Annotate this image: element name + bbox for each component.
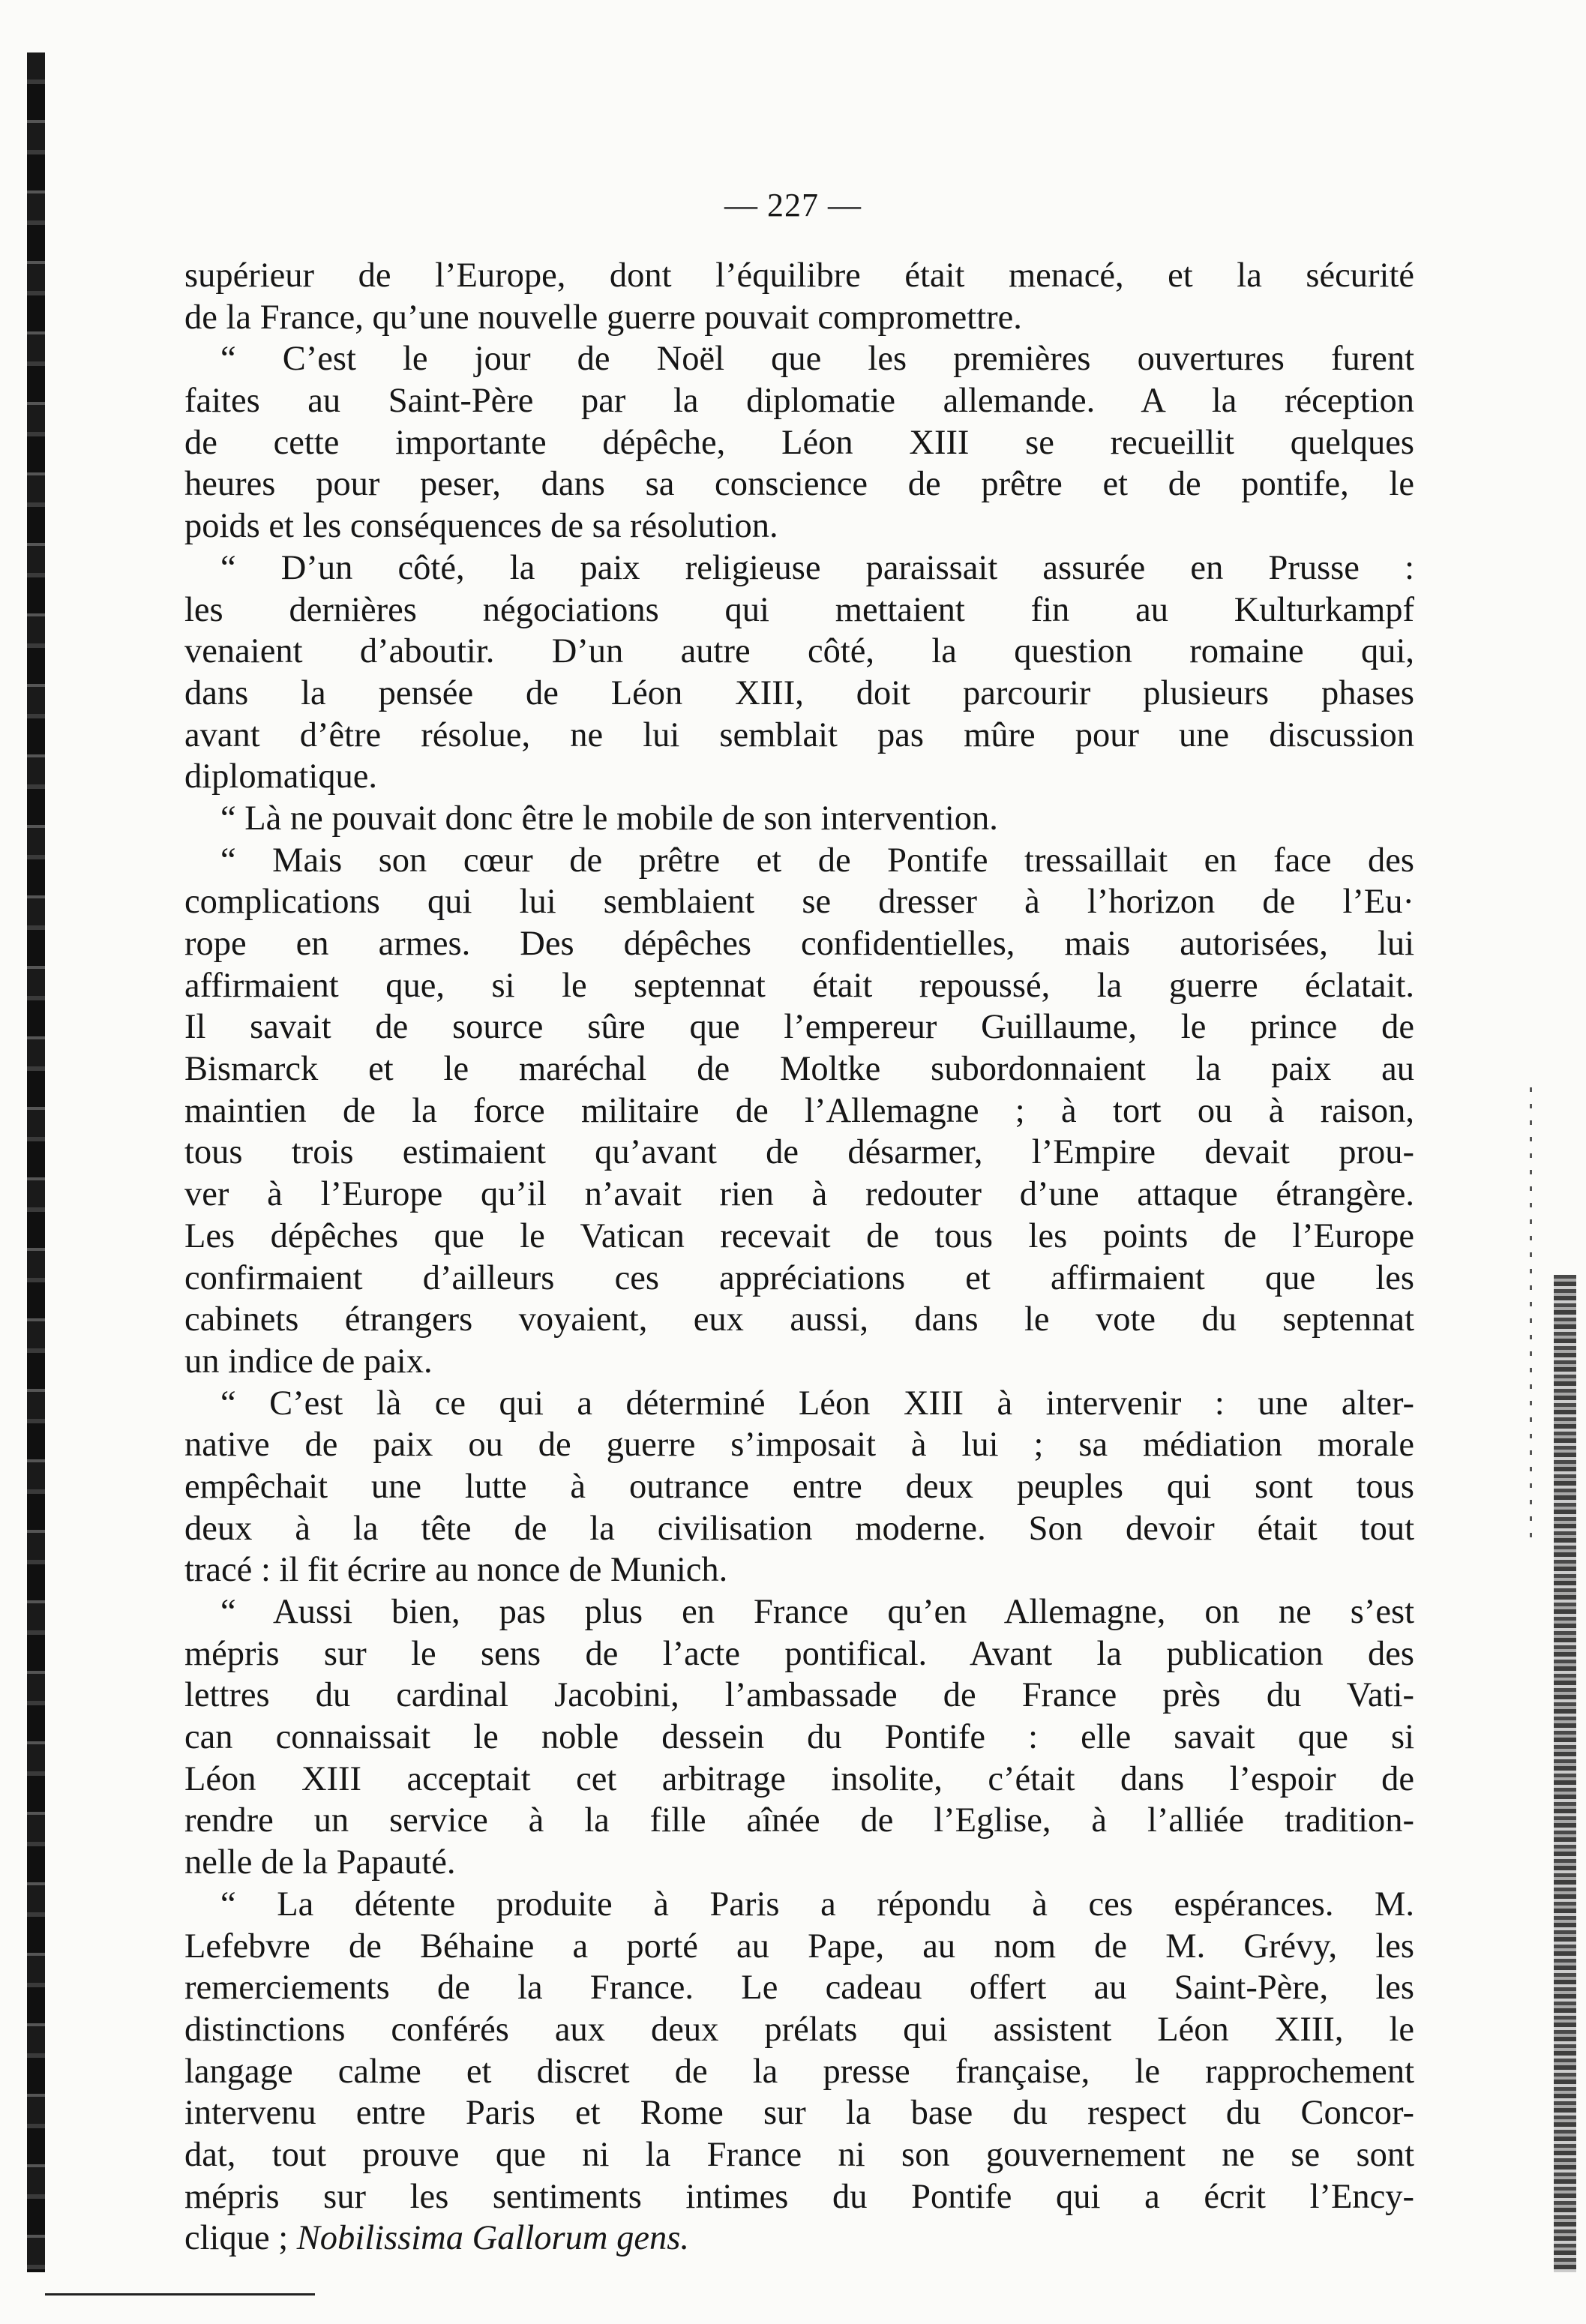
text-line — [184, 965, 1414, 1007]
text-line-content: heures pour peser, dans sa conscience de prêtre et de pontife, le — [184, 465, 1414, 504]
text-line — [184, 1299, 1414, 1341]
text-line-content: nelle de la Papauté. — [184, 1843, 456, 1882]
text-line-content: distinctions conférés aux deux prélats qui assistent Léon XIII, le — [184, 2010, 1414, 2049]
text-line-content: poids et les conséquences de sa résolution. — [184, 507, 778, 546]
text-line — [184, 1926, 1414, 1968]
text-line-content: “ Là ne pouvait donc être le mobile de son intervention. — [220, 799, 998, 838]
text-line — [184, 1424, 1414, 1466]
text-line-content: “ D’un côté, la paix religieuse paraissait assurée en Prusse : — [220, 548, 1414, 587]
text-line-content: Les dépêches que le Vatican recevait de tous les points de l’Europe — [184, 1216, 1414, 1255]
text-line — [184, 715, 1414, 757]
scan-noise-dots — [1530, 1087, 1532, 1537]
text-line — [184, 1633, 1414, 1675]
text-line-content: rendre un service à la fille aînée de l’Eglise, à l’alliée tradition- — [184, 1801, 1414, 1840]
text-line — [184, 338, 1414, 380]
text-line — [184, 380, 1414, 422]
text-line — [184, 1466, 1414, 1508]
text-line — [184, 1174, 1414, 1216]
text-line-content: rope en armes. Des dépêches confidentielles, mais autorisées, lui — [184, 925, 1414, 963]
text-line-content: faites au Saint-Père par la diplomatie allemande. A la réception — [184, 382, 1414, 421]
text-line-content: “ C’est le jour de Noël que les premières ouvertures furent — [220, 340, 1414, 379]
text-line — [184, 1341, 1414, 1383]
text-line-content: mépris sur le sens de l’acte pontifical. Avant la publication des — [184, 1634, 1414, 1673]
text-line-content: tous trois estimaient qu’avant de désarmer, l’Empire devait prou- — [184, 1133, 1414, 1172]
text-line-content: remerciements de la France. Le cadeau offert au Saint-Père, les — [184, 1969, 1414, 2008]
text-line-content: Il savait de source sûre que l’empereur Guillaume, le prince de — [184, 1008, 1414, 1047]
text-line — [184, 2134, 1414, 2176]
text-line-content: un indice de paix. — [184, 1342, 433, 1381]
text-line — [184, 881, 1414, 923]
italic-title: Nobilissima Gallorum gens. — [296, 2219, 689, 2258]
text-line-content: “ La détente produite à Paris a répondu à ces espérances. M. — [220, 1885, 1414, 1924]
text-line — [184, 1258, 1414, 1300]
text-line-content: mépris sur les sentiments intimes du Pontife qui a écrit l’Ency- — [184, 2177, 1414, 2216]
text-line — [184, 1967, 1414, 2009]
text-line — [184, 2176, 1414, 2218]
text-line-content: complications qui lui semblaient se dresser à l’horizon de l’Eu· — [184, 883, 1414, 922]
text-line — [184, 1006, 1414, 1048]
text-line — [184, 589, 1414, 631]
text-line-content: can connaissait le noble dessein du Pontife : elle savait que si — [184, 1718, 1414, 1757]
text-line — [184, 1759, 1414, 1801]
text-line — [184, 1508, 1414, 1550]
text-line-content: deux à la tête de la civilisation moderne. Son devoir était tout — [184, 1509, 1414, 1548]
text-line-content: langage calme et discret de la presse française, le rapprochement — [184, 2052, 1414, 2091]
text-line-content: venaient d’aboutir. D’un autre côté, la question romaine qui, — [184, 632, 1414, 671]
text-line-content: Lefebvre de Béhaine a porté au Pape, au nom de M. Grévy, les — [184, 1927, 1414, 1966]
text-line — [184, 463, 1414, 505]
text-line — [184, 1216, 1414, 1258]
text-line — [184, 1591, 1414, 1633]
bottom-margin-rule — [45, 2293, 315, 2296]
text-line — [184, 1090, 1414, 1132]
text-line-content: de cette importante dépêche, Léon XIII se recueillit quelques — [184, 423, 1414, 462]
text-line — [184, 255, 1414, 297]
text-line — [184, 1132, 1414, 1174]
scan-binding-shadow — [27, 52, 45, 2272]
text-line — [184, 297, 1414, 339]
text-line — [184, 1884, 1414, 1926]
text-line-content: supérieur de l’Europe, dont l’équilibre était menacé, et la sécurité — [184, 256, 1414, 295]
text-line — [184, 2009, 1414, 2051]
text-line-content: intervenu entre Paris et Rome sur la base du respect du Concor- — [184, 2094, 1414, 2133]
text-line — [184, 840, 1414, 882]
text-line — [184, 1800, 1414, 1842]
text-line — [184, 505, 1414, 547]
text-line-content: affirmaient que, si le septennat était repoussé, la guerre éclatait. — [184, 966, 1414, 1005]
page-number: — 227 — — [724, 187, 862, 223]
text-line-content: clique ; — [184, 2219, 297, 2258]
text-line-content: Bismarck et le maréchal de Moltke subordonnaient la paix au — [184, 1050, 1414, 1089]
text-line-content: diplomatique. — [184, 757, 377, 796]
text-line-content: “ C’est là ce qui a déterminé Léon XIII à intervenir : une alter- — [220, 1384, 1414, 1423]
text-line — [184, 673, 1414, 715]
text-line — [184, 756, 1414, 798]
text-line-content: avant d’être résolue, ne lui semblait pas mûre pour une discussion — [184, 715, 1414, 754]
text-line-content: les dernières négociations qui mettaient fin au Kulturkampf — [184, 590, 1414, 629]
text-line — [184, 798, 1414, 840]
body-text — [184, 255, 1414, 2260]
text-line — [184, 1048, 1414, 1090]
text-line — [184, 1549, 1414, 1591]
text-line-content: lettres du cardinal Jacobini, l’ambassade de France près du Vati- — [184, 1676, 1414, 1715]
text-line-content: tracé : il fit écrire au nonce de Munich. — [184, 1551, 728, 1590]
text-line — [184, 923, 1414, 965]
text-line — [184, 1383, 1414, 1425]
text-line-content: ver à l’Europe qu’il n’avait rien à redouter d’une attaque étrangère. — [184, 1175, 1414, 1214]
text-line-content: maintien de la force militaire de l’Allemagne ; à tort ou à raison, — [184, 1091, 1414, 1130]
text-line-content: dat, tout prouve que ni la France ni son gouvernement ne se sont — [184, 2135, 1414, 2174]
text-line — [184, 547, 1414, 589]
text-line-content: “ Aussi bien, pas plus en France qu’en Allemagne, on ne s’est — [220, 1593, 1414, 1631]
text-line — [184, 631, 1414, 673]
text-line-content: native de paix ou de guerre s’imposait à lui ; sa médiation morale — [184, 1426, 1414, 1465]
text-line-content: “ Mais son cœur de prêtre et de Pontife tressaillait en face des — [220, 841, 1414, 880]
text-line — [184, 1717, 1414, 1759]
text-line — [184, 422, 1414, 464]
text-line-content: dans la pensée de Léon XIII, doit parcourir plusieurs phases — [184, 673, 1414, 712]
text-line — [184, 2051, 1414, 2093]
text-line-content: Léon XIII acceptait cet arbitrage insolite, c’était dans l’espoir de — [184, 1759, 1414, 1798]
text-line — [184, 2092, 1414, 2134]
text-line-content: de la France, qu’une nouvelle guerre pouvait compromettre. — [184, 298, 1022, 337]
scan-edge-artifact — [1554, 1275, 1576, 2272]
text-line-content: empêchait une lutte à outrance entre deux peuples qui sont tous — [184, 1467, 1414, 1506]
text-line — [184, 1675, 1414, 1717]
text-line — [184, 2218, 1414, 2260]
text-line-content: cabinets étrangers voyaient, eux aussi, dans le vote du septennat — [184, 1300, 1414, 1339]
text-line-content: confirmaient d’ailleurs ces appréciations et affirmaient que les — [184, 1258, 1414, 1297]
text-line — [184, 1842, 1414, 1884]
